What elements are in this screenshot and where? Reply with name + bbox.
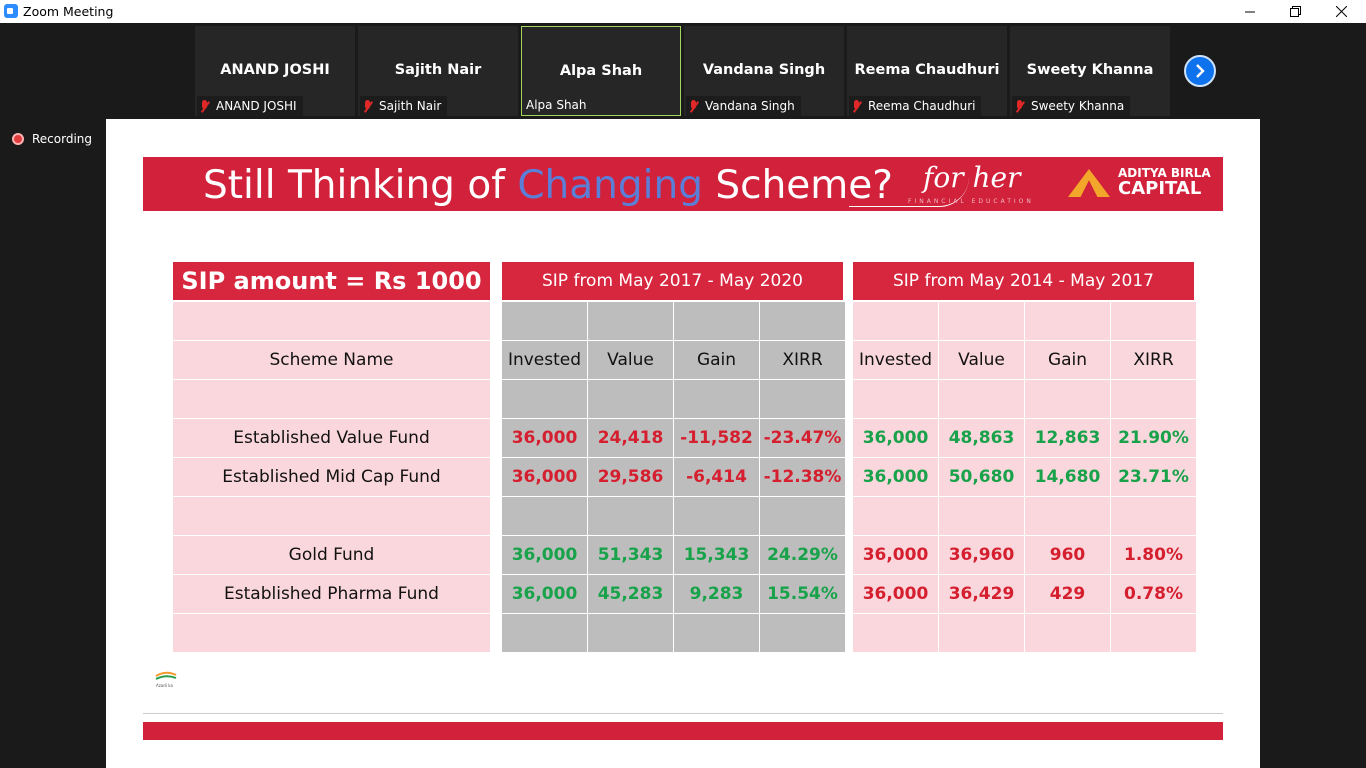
value-cell: 50,680: [939, 458, 1024, 496]
blank-cell: [760, 380, 845, 418]
svg-text:Azadi ka: Azadi ka: [156, 683, 173, 688]
scheme-name-header: Scheme Name: [173, 341, 490, 379]
value-cell: 36,960: [939, 536, 1024, 574]
participant-tile[interactable]: [1010, 26, 1170, 116]
blank-cell: [588, 614, 673, 652]
value-cell: 36,429: [939, 575, 1024, 613]
blank-cell: [173, 380, 490, 418]
brand-line2: CAPITAL: [1118, 178, 1202, 199]
blank-cell: [1025, 380, 1110, 418]
participant-name-label: [524, 95, 593, 115]
value-cell: 36,000: [853, 536, 938, 574]
value-cell: 12,863: [1025, 419, 1110, 457]
footer-divider: [143, 713, 1223, 714]
participant-tile[interactable]: [521, 26, 681, 116]
blank-cell: [1111, 497, 1196, 535]
value-cell: 14,680: [1025, 458, 1110, 496]
participant-display-name: Sweety Khanna: [1026, 62, 1154, 78]
participant-tile[interactable]: [358, 26, 518, 116]
azadi-amrit-mahotsav-logo-icon: [152, 670, 194, 690]
recording-dot-icon: [12, 133, 24, 145]
column-header-cell: Value: [588, 341, 673, 379]
participant-name-label: [849, 96, 981, 116]
blank-cell: [674, 302, 759, 340]
column-header-cell: Invested: [502, 341, 587, 379]
blank-cell: [853, 614, 938, 652]
blank-cell: [1111, 380, 1196, 418]
column-header-cell: Gain: [1025, 341, 1110, 379]
value-cell: 36,000: [502, 536, 587, 574]
window-titlebar: [0, 0, 1366, 23]
for-her-logo: for her: [923, 161, 1021, 194]
value-cell: 51,343: [588, 536, 673, 574]
blank-cell: [853, 497, 938, 535]
next-page-button[interactable]: [1184, 55, 1216, 87]
participant-label-text: Reema Chaudhuri: [868, 99, 976, 113]
blank-cell: [853, 302, 938, 340]
recording-indicator: [12, 132, 92, 146]
sip-amount-header: SIP amount = Rs 1000: [173, 262, 490, 300]
value-cell: 36,000: [853, 419, 938, 457]
value-cell: -6,414: [674, 458, 759, 496]
column-header-cell: Invested: [853, 341, 938, 379]
participant-label-text: ANAND JOSHI: [216, 99, 297, 113]
slide-banner: [143, 157, 1223, 211]
blank-cell: [1025, 614, 1110, 652]
blank-cell: [1025, 302, 1110, 340]
mic-muted-icon: [199, 100, 210, 113]
value-cell: 0.78%: [1111, 575, 1196, 613]
blank-cell: [502, 380, 587, 418]
value-cell: 36,000: [502, 419, 587, 457]
value-cell: 36,000: [502, 458, 587, 496]
period-header-2014-2017: SIP from May 2014 - May 2017: [853, 262, 1194, 300]
blank-cell: [939, 614, 1024, 652]
blank-cell: [502, 302, 587, 340]
chevron-right-icon: [1194, 64, 1206, 78]
blank-cell: [173, 302, 490, 340]
blank-cell: [939, 380, 1024, 418]
participant-tile[interactable]: [195, 26, 355, 116]
brand-line1: ADITYA BIRLA: [1118, 166, 1211, 180]
blank-cell: [1025, 497, 1110, 535]
window-title: Zoom Meeting: [23, 4, 114, 19]
value-cell: 36,000: [853, 575, 938, 613]
zoom-app-icon: [4, 4, 18, 18]
restore-button[interactable]: [1272, 0, 1318, 23]
recording-label: Recording: [32, 132, 93, 146]
participant-label-text: Alpa Shah: [526, 98, 587, 112]
value-cell: 960: [1025, 536, 1110, 574]
column-header-cell: Gain: [674, 341, 759, 379]
mic-muted-icon: [851, 100, 862, 113]
blank-cell: [674, 614, 759, 652]
value-cell: -23.47%: [760, 419, 845, 457]
blank-cell: [939, 302, 1024, 340]
blank-cell: [502, 614, 587, 652]
participant-display-name: ANAND JOSHI: [220, 62, 330, 78]
blank-cell: [760, 497, 845, 535]
close-icon: [1336, 6, 1347, 17]
scheme-name-cell: Established Mid Cap Fund: [173, 458, 490, 496]
blank-cell: [502, 497, 587, 535]
value-cell: 36,000: [853, 458, 938, 496]
blank-cell: [1111, 614, 1196, 652]
value-cell: 15.54%: [760, 575, 845, 613]
participant-display-name: Vandana Singh: [702, 62, 826, 78]
participant-name-label: [1012, 96, 1130, 116]
value-cell: 24,418: [588, 419, 673, 457]
blank-cell: [760, 302, 845, 340]
value-cell: 36,000: [502, 575, 587, 613]
column-header-cell: Value: [939, 341, 1024, 379]
participant-label-text: Sweety Khanna: [1031, 99, 1125, 113]
participant-name-label: [686, 96, 801, 116]
blank-cell: [588, 380, 673, 418]
value-cell: 21.90%: [1111, 419, 1196, 457]
value-cell: 45,283: [588, 575, 673, 613]
participant-display-name: Sajith Nair: [394, 62, 482, 78]
participant-display-name: Alpa Shah: [559, 63, 643, 79]
footer-bar: [143, 722, 1223, 740]
blank-cell: [173, 497, 490, 535]
participant-name-label: [197, 96, 303, 116]
blank-cell: [588, 302, 673, 340]
participant-label-text: Sajith Nair: [379, 99, 442, 113]
scheme-name-cell: Established Pharma Fund: [173, 575, 490, 613]
participant-display-name: Reema Chaudhuri: [854, 62, 1000, 78]
blank-cell: [853, 380, 938, 418]
column-header-cell: XIRR: [1111, 341, 1196, 379]
minimize-icon: [1245, 7, 1255, 17]
value-cell: 23.71%: [1111, 458, 1196, 496]
blank-cell: [173, 614, 490, 652]
slide-title: Still Thinking of Changing Scheme?: [203, 163, 893, 208]
scheme-name-cell: Gold Fund: [173, 536, 490, 574]
value-cell: 29,586: [588, 458, 673, 496]
value-cell: -11,582: [674, 419, 759, 457]
blank-cell: [674, 380, 759, 418]
column-header-cell: XIRR: [760, 341, 845, 379]
participant-tile[interactable]: [684, 26, 844, 116]
participant-tile[interactable]: [847, 26, 1007, 116]
restore-icon: [1290, 6, 1301, 17]
mic-muted-icon: [362, 100, 373, 113]
blank-cell: [1111, 302, 1196, 340]
shared-slide: [106, 119, 1260, 768]
scheme-name-cell: Established Value Fund: [173, 419, 490, 457]
mic-muted-icon: [688, 100, 699, 113]
value-cell: 48,863: [939, 419, 1024, 457]
close-button[interactable]: [1318, 0, 1364, 23]
value-cell: 24.29%: [760, 536, 845, 574]
value-cell: 1.80%: [1111, 536, 1196, 574]
period-header-2017-2020: SIP from May 2017 - May 2020: [502, 262, 843, 300]
value-cell: 15,343: [674, 536, 759, 574]
participant-label-text: Vandana Singh: [705, 99, 795, 113]
value-cell: 9,283: [674, 575, 759, 613]
minimize-button[interactable]: [1227, 0, 1273, 23]
participant-name-label: [360, 96, 447, 116]
value-cell: 429: [1025, 575, 1110, 613]
mic-muted-icon: [1014, 100, 1025, 113]
for-her-subtitle: FINANCIAL EDUCATION: [908, 198, 1034, 205]
value-cell: -12.38%: [760, 458, 845, 496]
blank-cell: [760, 614, 845, 652]
blank-cell: [674, 497, 759, 535]
blank-cell: [939, 497, 1024, 535]
blank-cell: [588, 497, 673, 535]
